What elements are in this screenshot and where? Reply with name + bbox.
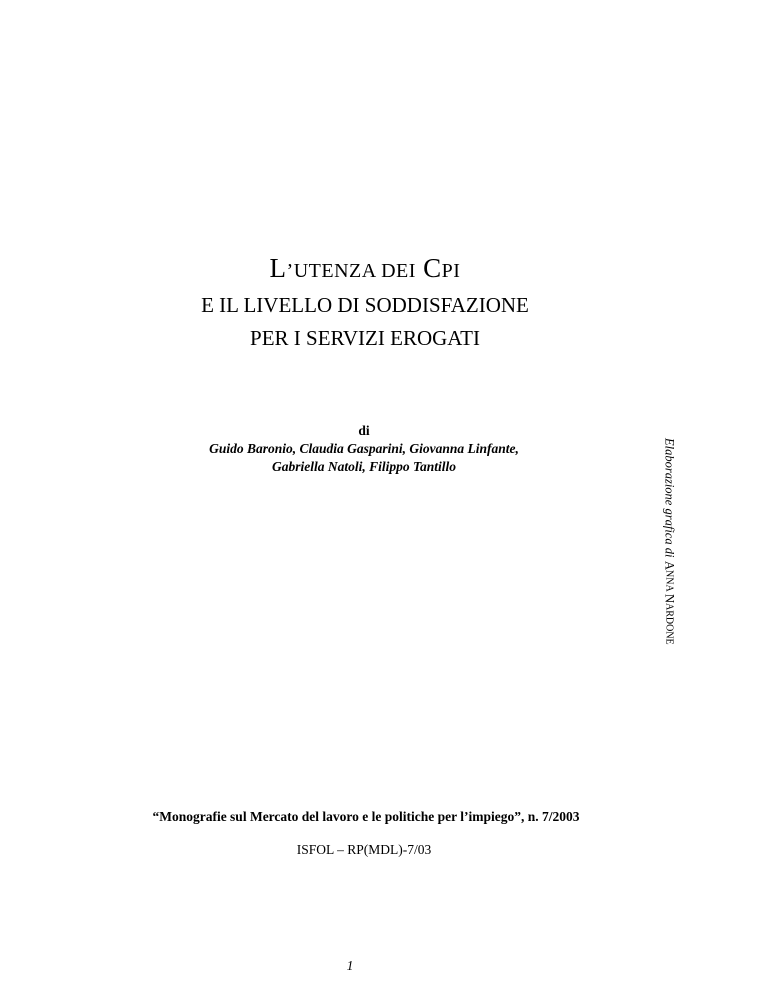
series-title: “Monografie sul Mercato del lavoro e le politiche per l’impiego”, n. 7/2003: [152, 809, 580, 824]
page-number: [0, 958, 768, 974]
authors-line-2: Gabriella Natoli, Filippo Tantillo: [271, 459, 457, 474]
graphic-credit-label: Elaborazione grafica di: [662, 438, 677, 558]
title-c-initial: C: [423, 253, 442, 283]
credit-first-initial: A: [662, 560, 677, 570]
credit-last-rest: ARDONE: [663, 603, 675, 646]
title-l-smallcaps: ’UTENZA DEI: [286, 260, 416, 282]
authors-by: di: [358, 423, 370, 438]
authors: [0, 422, 768, 476]
credit-first-rest: NNA: [663, 569, 675, 592]
series-code: ISFOL – RP(MDL)-7/03: [296, 842, 432, 857]
series-info: [0, 808, 768, 859]
credit-last-initial: N: [662, 594, 677, 604]
document-title: [0, 250, 768, 355]
title-l-initial: L: [269, 253, 287, 283]
graphic-credit: [658, 438, 680, 683]
title-line-2: E IL LIVELLO DI SODDISFAZIONE: [201, 293, 529, 317]
title-line-3: PER I SERVIZI EROGATI: [250, 326, 480, 350]
page-number-value: 1: [346, 958, 354, 973]
title-c-smallcaps: PI: [441, 260, 461, 282]
title-line-1: [0, 250, 730, 289]
authors-line-1: Guido Baronio, Claudia Gasparini, Giovanna Linfante,: [209, 441, 519, 456]
